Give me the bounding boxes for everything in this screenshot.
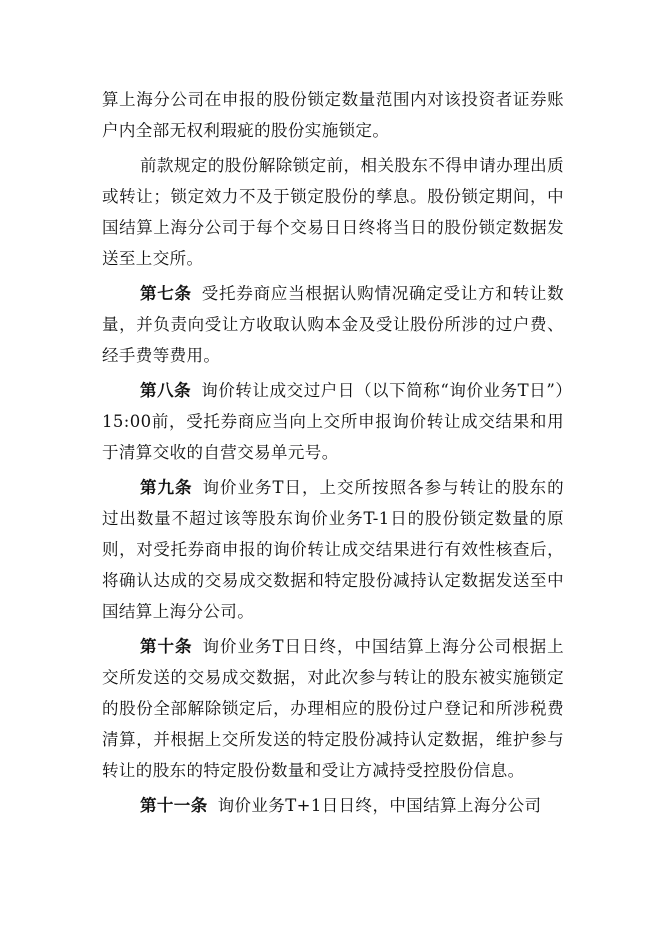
article-9 xyxy=(102,472,564,627)
article-number: 第十一条 xyxy=(140,796,208,815)
document-page xyxy=(102,84,564,825)
article-8 xyxy=(102,375,564,468)
paragraph-lock-continuation xyxy=(102,84,564,146)
article-11 xyxy=(102,790,564,821)
article-text: 询价业务T日日终，中国结算上海分公司根据上交所发送的交易成交数据，对此次参与转让的股东被实施锁定的股份全部解除锁定后，办理相应的股份过户登记和所涉税费清算，并根据上交所发送的特定股份减持认定数据，维护参与转让的股东的特定股份数量和受让方减持受控股份信息。 xyxy=(102,637,564,780)
paragraph-text: 算上海分公司在申报的股份锁定数量范围内对该投资者证券账户内全部无权利瑕疵的股份实施锁定。 xyxy=(102,90,564,140)
article-text: 询价转让成交过户日（以下简称“询价业务T日”）15:00前，受托券商应当向上交所申报询价转让成交结果和用于清算交收的自营交易单元号。 xyxy=(102,381,565,462)
paragraph-unlock-rules xyxy=(102,150,564,274)
article-number: 第七条 xyxy=(140,284,192,303)
article-text: 受托券商应当根据认购情况确定受让方和转让数量，并负责向受让方收取认购本金及受让股份所涉的过户费、经手费等费用。 xyxy=(102,284,564,365)
article-text: 询价业务T+1日日终，中国结算上海分公司 xyxy=(217,796,542,815)
article-number: 第八条 xyxy=(140,381,192,400)
article-10 xyxy=(102,631,564,786)
paragraph-text: 前款规定的股份解除锁定前，相关股东不得申请办理出质或转让；锁定效力不及于锁定股份的孳息。股份锁定期间，中国结算上海分公司于每个交易日日终将当日的股份锁定数据发送至上交所。 xyxy=(102,156,564,268)
article-text: 询价业务T日，上交所按照各参与转让的股东的过出数量不超过该等股东询价业务T-1日的股份锁定数量的原则，对受托券商申报的询价转让成交结果进行有效性核查后，将确认达成的交易成交数据和特定股份减持认定数据发送至中国结算上海分公司。 xyxy=(102,478,564,621)
article-number: 第十条 xyxy=(140,637,193,656)
article-number: 第九条 xyxy=(140,478,193,497)
article-7 xyxy=(102,278,564,371)
